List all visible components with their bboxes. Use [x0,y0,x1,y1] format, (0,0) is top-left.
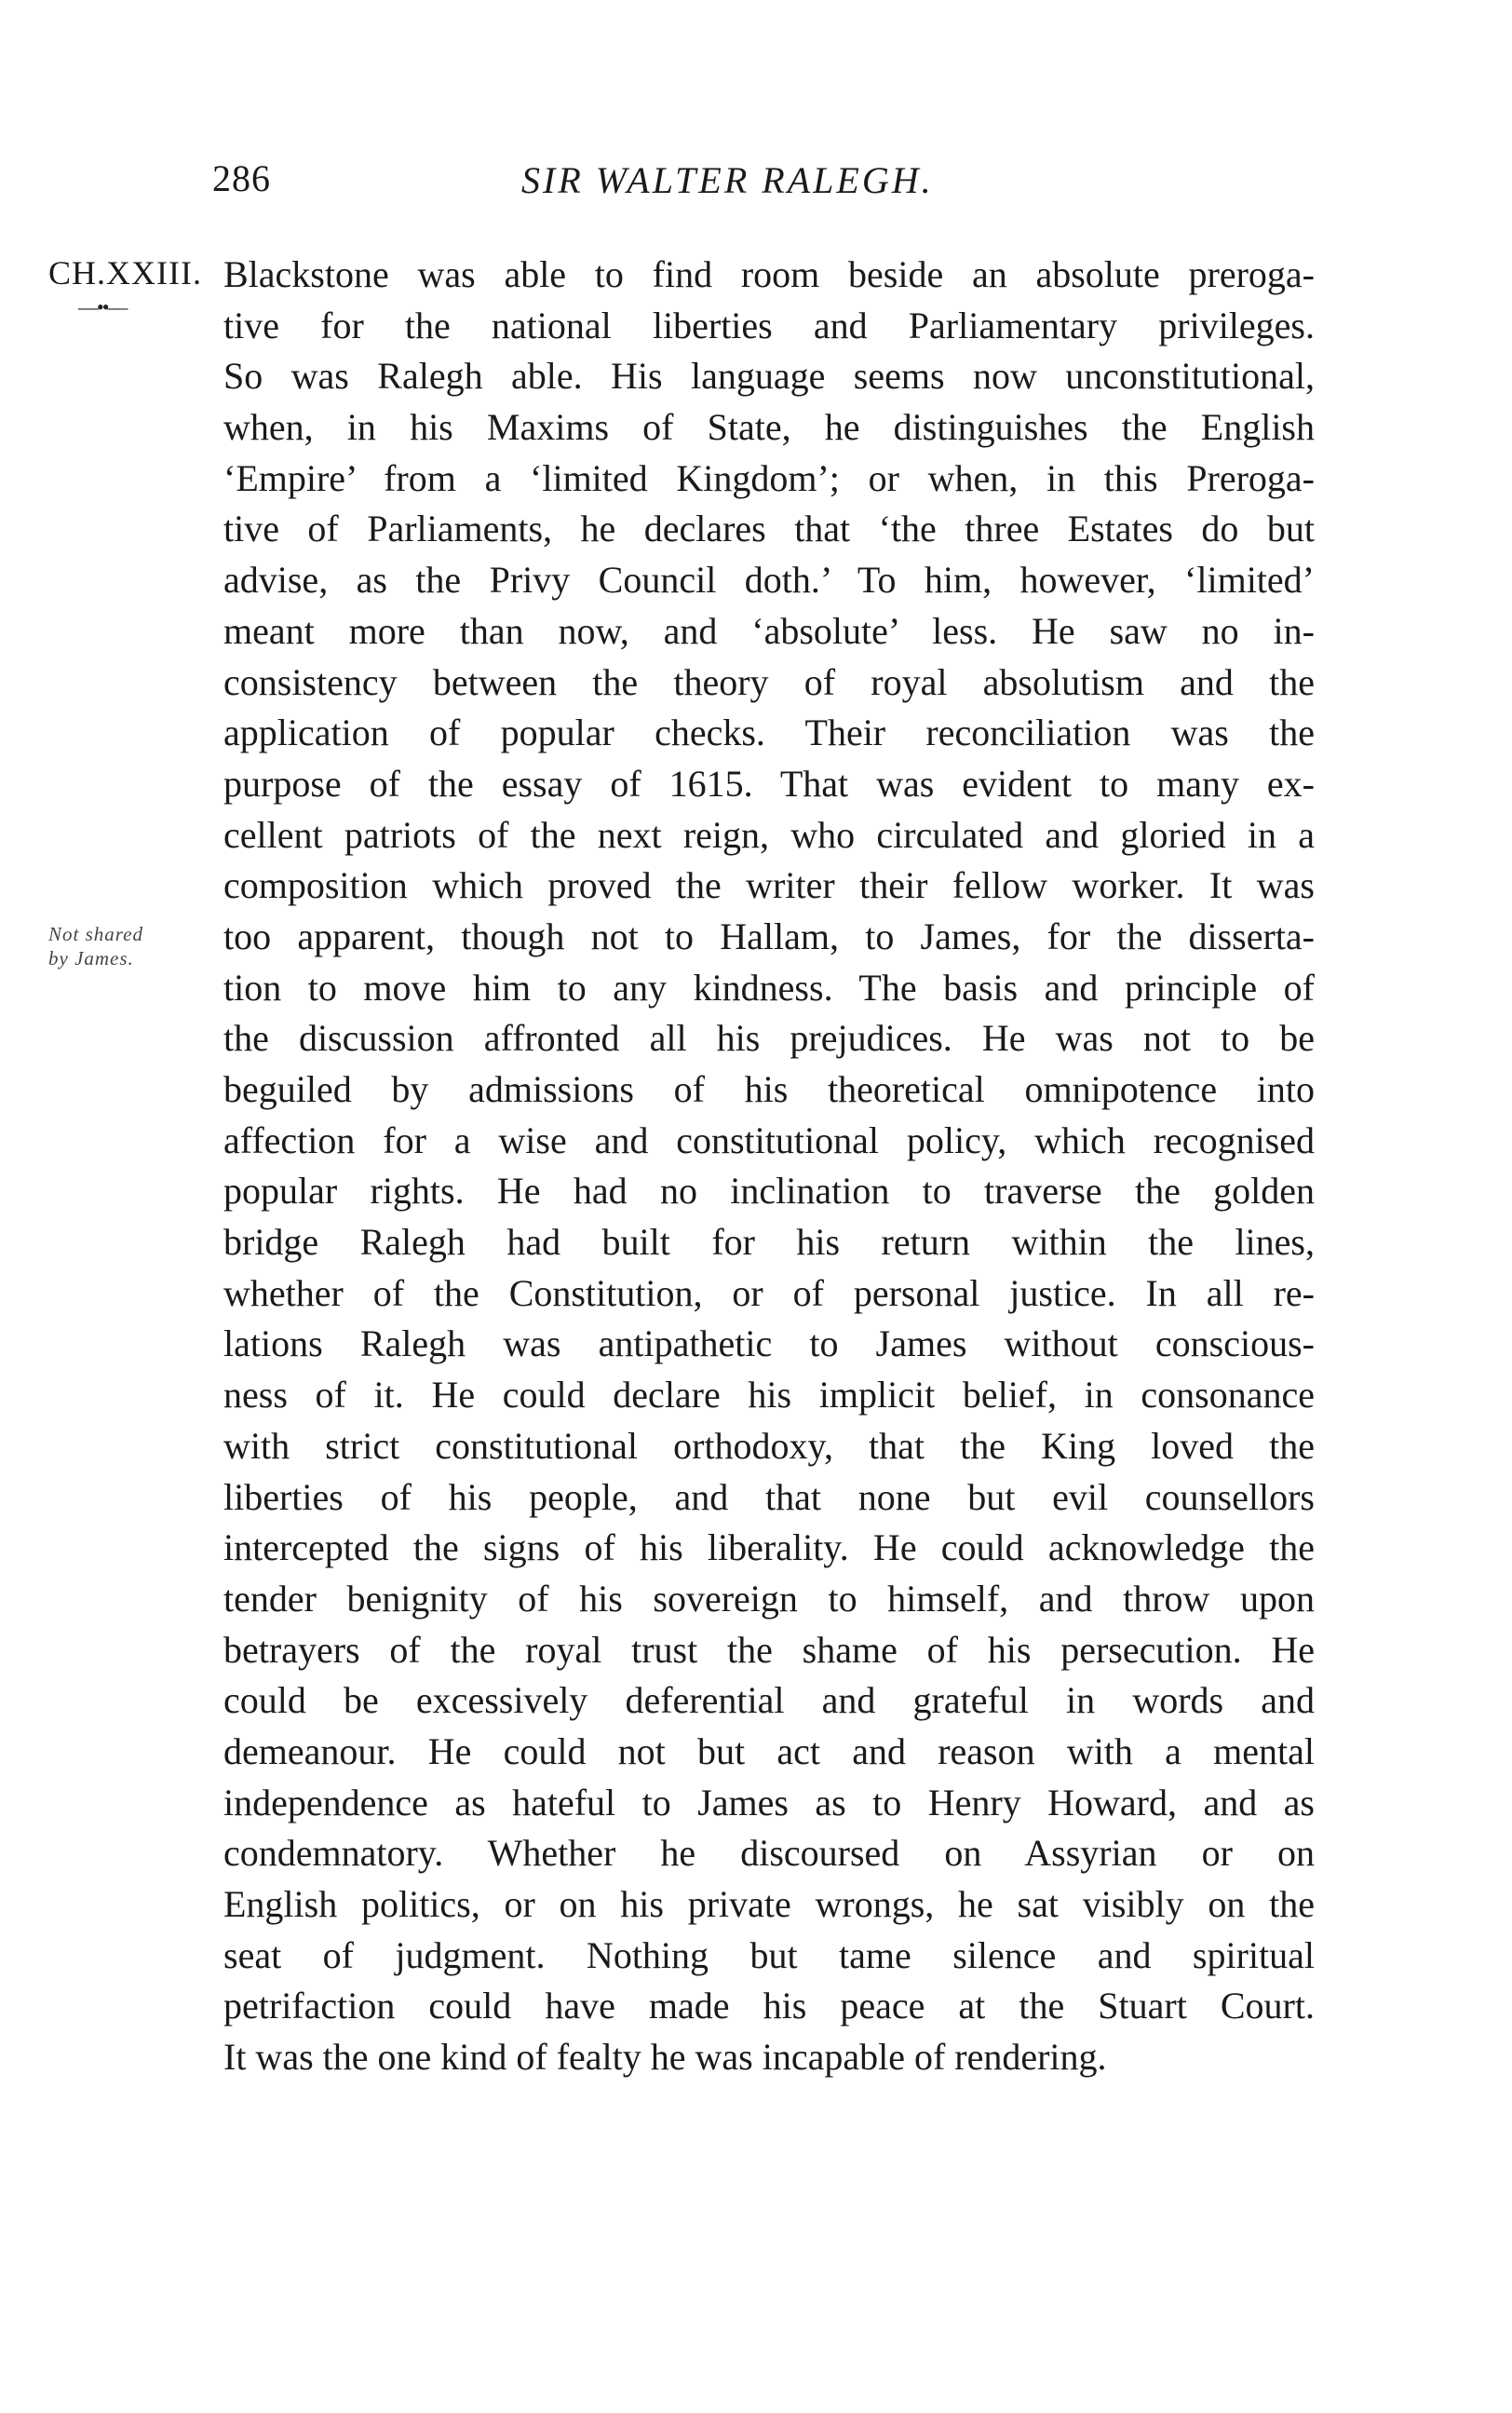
text-line: Blackstone was able to find room beside an absolute preroga- [223,253,1315,295]
text-line: meant more than now, and ‘absolute’ less. He saw no in- [223,609,1315,652]
sidenote-line: by James. [48,947,134,969]
text-line: the discussion affronted all his prejudices. He was not to be [223,1017,1315,1060]
text-line: lations Ralegh was antipathetic to James without conscious- [223,1322,1315,1365]
text-line: could be excessively deferential and grateful in words and [223,1679,1315,1722]
text-line: ness of it. He could declare his implicit belief, in consonance [223,1374,1315,1417]
text-line: with strict constitutional orthodoxy, that the King loved the [223,1424,1315,1467]
body-text [223,250,1315,2083]
text-line: liberties of his people, and that none but evil counsellors [223,1475,1315,1518]
text-line: when, in his Maxims of State, he distinguishes the English [223,406,1315,449]
page-number: 286 [212,157,271,199]
text-line: It was the one kind of fealty he was incapable of rendering. [223,2036,1107,2079]
text-line: consistency between the theory of royal absolutism and the [223,660,1315,703]
text-line: independence as hateful to James as to Henry Howard, and as [223,1781,1315,1823]
text-line: petrifaction could have made his peace at the Stuart Court. [223,1985,1315,2027]
text-line: ‘Empire’ from a ‘limited Kingdom’; or when, in this Preroga- [223,456,1315,499]
marginal-sidenote [48,922,207,970]
text-line: condemnatory. Whether he discoursed on Assyrian or on [223,1832,1315,1875]
text-line: intercepted the signs of his liberality. He could acknowledge the [223,1526,1315,1569]
text-line: tive for the national liberties and Parliamentary privileges. [223,304,1315,346]
text-line: affection for a wise and constitutional policy, which recognised [223,1118,1315,1161]
running-head: SIR WALTER RALEGH. [521,159,934,201]
text-line: application of popular checks. Their reconciliation was the [223,712,1315,754]
text-line: advise, as the Privy Council doth.’ To him, however, ‘limited’ [223,559,1315,602]
text-line: too apparent, though not to Hallam, to James, for the disserta- [223,915,1315,957]
chapter-label: CH.XXIII. [48,254,202,291]
text-line: seat of judgment. Nothing but tame silence and spiritual [223,1933,1315,1976]
text-line: composition which proved the writer their fellow worker. It was [223,864,1315,907]
text-line: bridge Ralegh had built for his return within the lines, [223,1221,1315,1264]
text-line: cellent patriots of the next reign, who circulated and gloried in a [223,813,1315,856]
text-line: tender benignity of his sovereign to himself, and throw upon [223,1577,1315,1620]
sidenote-line: Not shared [48,923,143,945]
text-line: beguiled by admissions of his theoretical omnipotence into [223,1068,1315,1110]
text-line: purpose of the essay of 1615. That was evident to many ex- [223,762,1315,805]
text-line: betrayers of the royal trust the shame of his persecution. He [223,1628,1315,1671]
text-line: demeanour. He could not but act and reason with a mental [223,1729,1315,1772]
text-line: So was Ralegh able. His language seems now unconstitutional, [223,355,1315,398]
text-line: English politics, or on his private wrongs, he sat visibly on the [223,1883,1315,1925]
chapter-ornament: —••— [78,295,127,319]
text-line: tion to move him to any kindness. The basis and principle of [223,966,1315,1009]
text-line: tive of Parliaments, he declares that ‘the three Estates do but [223,508,1315,550]
text-line: popular rights. He had no inclination to traverse the golden [223,1170,1315,1213]
text-line: whether of the Constitution, or of personal justice. In all re- [223,1271,1315,1314]
